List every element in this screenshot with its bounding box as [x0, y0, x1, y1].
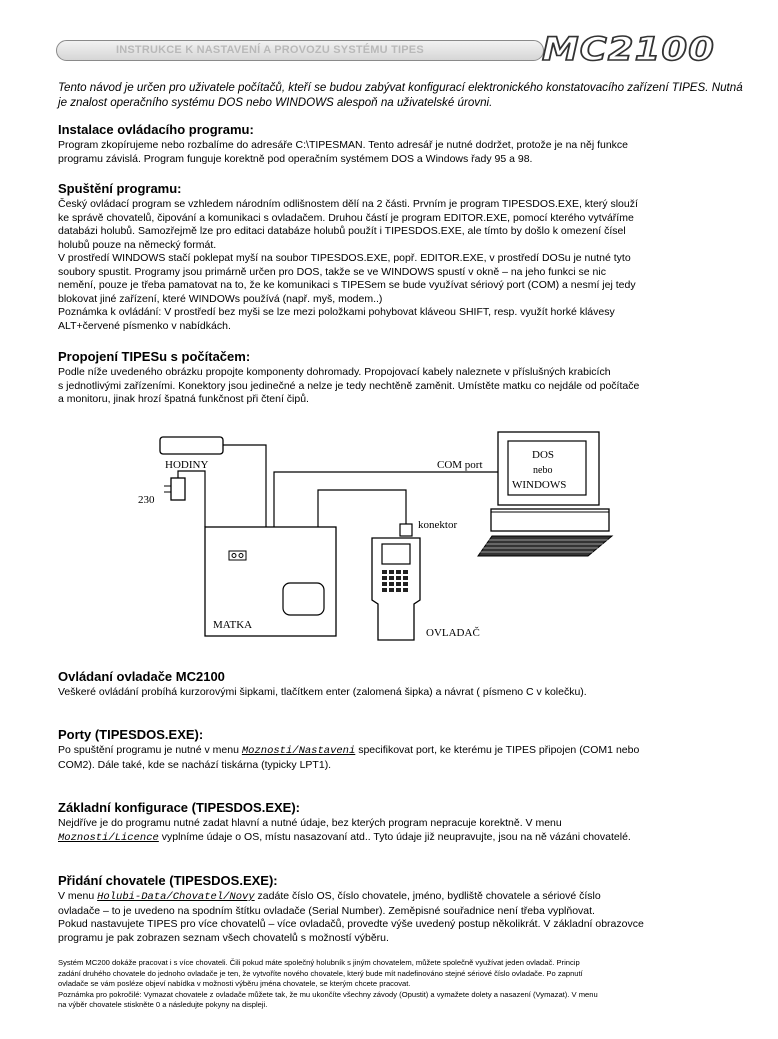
- section-control: [58, 668, 758, 700]
- section-title: Základní konfigurace (TIPESDOS.EXE):: [58, 800, 300, 815]
- section-text: Český ovládací program se vzhledem národním odlišnostem dělí na 2 části. Prvním je program TIPESDOS.EXE, který slouží ke správě chovatelů, čipování a komunikaci s ovladačem. Druhou částí je program EDITOR.EXE, pomocí kterého vytváříme databázi holubů. Samozřejmě lze pro editaci databáze holubů použít i TIPESDOS.EXE, ale tímto by došlo k omezení čísel holubů pouze na německý formát. V prostředí WINDOWS stačí poklepat myší na soubor TIPESDOS.EXE, popř. EDITOR.EXE, v prostředí DOSu je nutné tyto soubory spustit. Programy jsou primárně určen pro DOS, takže se ve WINDOWS spustí v okně – na jeho funkci se nic nemění, pouze je třeba pamatovat na to, že ke komunikaci s TIPESem se bude využívat sériový port (COM) a nesmí jej tedy blokovat jiné zařízení, které WINDOWs používá (např. myš, modem..) Poznámka k ovládání: V prostředí bez myši se lze mezi položkami pohybovat kláveou SHIFT, resp. využít horké klávesy ALT+červené písmenko v nabídkách.: [58, 198, 638, 332]
- konektor: [400, 524, 412, 536]
- mc2100-logo: MC2100: [542, 30, 715, 68]
- konektor-label: konektor: [418, 519, 458, 531]
- text-after: specifikovat port, ke kterému je TIPES připojen (COM1 nebo COM2). Dále také, kde se nachází tiskárna (typicky LPT1).: [58, 744, 640, 771]
- section-text: Podle níže uvedeného obrázku propojte komponenty dohromady. Propojovací kabely naleznete v příslušných krabicích s jednotlivými zařízeními. Konektory jsou jedinečné a nelze je tedy nechtěně zaměnit. Umístěte matku co nejdále od počítače a monitoru, jinak hrozí špatná funkčnost při čtení čipů.: [58, 366, 640, 405]
- hodiny-clock: [160, 437, 223, 454]
- section-title: Spuštění programu:: [58, 181, 182, 196]
- text-before: Nejdříve je do programu nutné zadat hlavní a nutné údaje, bez kterých program nepracuje korektně. V menu: [58, 817, 562, 829]
- ovladac-label: OVLADAČ: [426, 627, 480, 639]
- windows-label: WINDOWS: [512, 479, 567, 491]
- intro-text: Tento návod je určen pro uživatele počítačů, kteří se budou zabývat konfigurací elektronického konstatovacího zařízení TIPES. Nutná je znalost operačního systému DOS nebo WINDOWS alespoň na uživatelské úrovni.: [58, 81, 743, 109]
- power-adapter: [171, 478, 185, 500]
- text-after: vyplníme údaje o OS, místu nasazovaní atd.. Tyto údaje již neupravujte, jsou na ně vázáni chovatelé.: [158, 830, 631, 843]
- section-text: [58, 744, 758, 772]
- hodiny-label: HODINY: [165, 459, 209, 471]
- text-before: Po spuštění programu je nutné v menu: [58, 744, 242, 756]
- header-title: INSTRUKCE K NASTAVENÍ A PROVOZU SYSTÉMU TIPES: [116, 44, 424, 56]
- section-text: [58, 890, 758, 945]
- v230-label: 230: [138, 494, 155, 506]
- menu-path-nastaveni: Moznosti/Nastaveni: [241, 745, 356, 757]
- nebo-label: nebo: [533, 465, 553, 476]
- matka-window: [283, 583, 324, 615]
- section-add: [58, 872, 758, 945]
- section-title: Instalace ovládacího programu:: [58, 122, 254, 137]
- matka-label: MATKA: [213, 619, 253, 631]
- section-title: Porty (TIPESDOS.EXE):: [58, 727, 204, 742]
- section-title: Ovládaní ovladače MC2100: [58, 669, 225, 684]
- keyboard: [478, 536, 612, 556]
- section-ports: [58, 726, 758, 772]
- dos-label: DOS: [532, 449, 555, 461]
- text-after: zadáte číslo OS, číslo chovatele, jméno, bydliště chovatele a sériové číslo ovladače – to je uvedeno na spodním štítku ovladače (Serial Number). Zeměpisné souřadnice není třeba vyplňovat. Pokud nastavujete TIPES pro více chovatelů – více ovladačů, provedte výše uvedený postup několikrát. V základní obrazovce programu je pak zobrazen seznam všech chovatelů s možností výběru.: [58, 890, 644, 944]
- menu-path-licence: Moznosti/Licence: [58, 831, 159, 844]
- menu-path-chovatel: Holubi-Data/Chovatel/Novy: [97, 891, 255, 903]
- footnote: Systém MC200 dokáže pracovat i s více chovateli. Čili pokud máte společný holubník s jiným chovatelem, můžete společně využívat jeden ovladač. Princip zadání druhého chovatele do jednoho ovladače je ten, že vytvoříte nového chovatele, který bude mít nadefinováno stejné sériové číslo ovladače. Po zapnutí ovladače se vám posléze objeví nabídka v možnosti výběru jména chovatele, se kterým chcete pracovat. Poznámka pro pokročilé: Vymazat chovatele z ovladače můžete tak, že mu ukončíte všechny závody (Opustit) a vymažete dolety a nasazení (Vymazat). V menu na výběr chovatele stiskněte 0 a následujte pokyny na displeji.: [58, 958, 598, 1009]
- section-title: Přidání chovatele (TIPESDOS.EXE):: [58, 873, 278, 888]
- section-text: Veškeré ovládání probíhá kurzorovými šipkami, tlačítkem enter (zalomená šipka) a návrat ( písmeno C v kolečku).: [58, 686, 587, 698]
- ovladac-display: [382, 544, 410, 564]
- text-before: V menu: [58, 890, 98, 902]
- section-basic: [58, 799, 758, 845]
- section-text: [58, 817, 758, 845]
- section-text: Program zkopírujeme nebo rozbalíme do adresáře C:\TIPESMAN. Tento adresář je nutné dodržet, protože je na něj funkce programu závislá. Program funguje korektně pod operačním systémem DOS a Windows řady 95 a 98.: [58, 139, 629, 165]
- section-title: Propojení TIPESu s počítačem:: [58, 349, 251, 364]
- com-port-label: COM port: [437, 459, 483, 471]
